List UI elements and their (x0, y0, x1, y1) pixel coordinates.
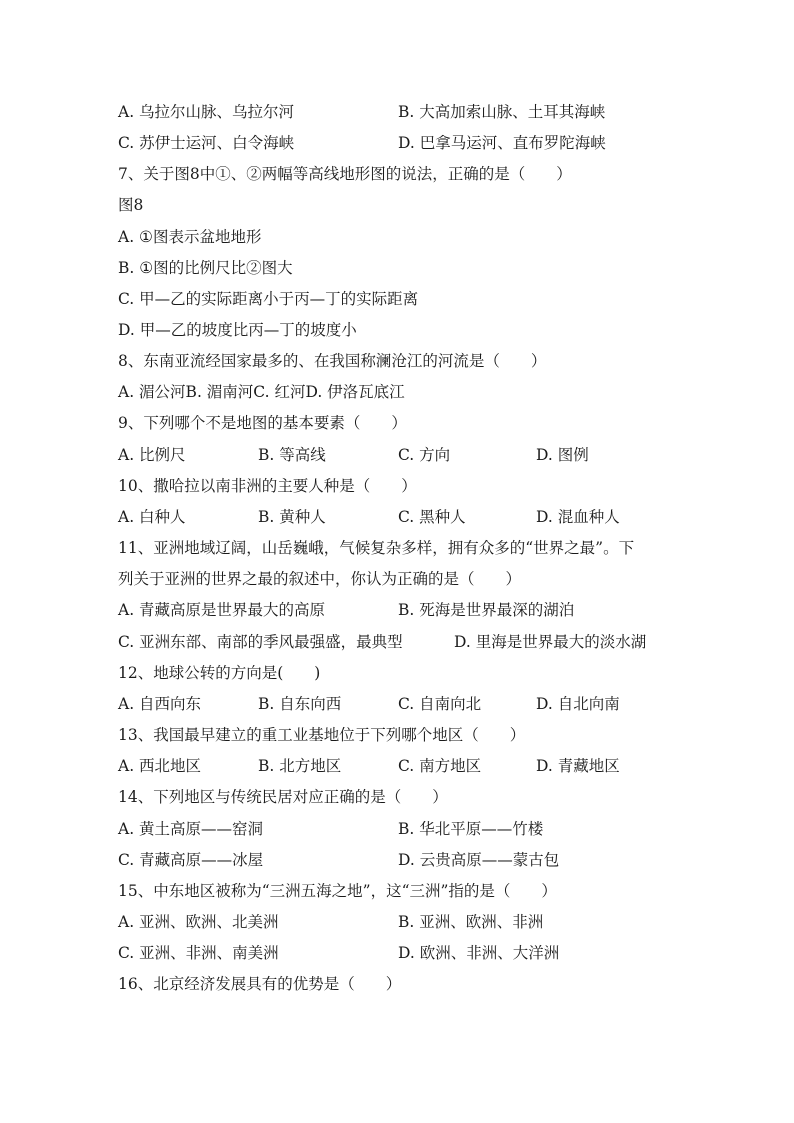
option-a: A. 白种人 (118, 508, 186, 526)
option-c: C. 方向 (398, 446, 451, 464)
option-a: A. 自西向东 (118, 695, 202, 713)
question-8-options: A. 湄公河B. 湄南河C. 红河D. 伊洛瓦底江 (118, 383, 405, 401)
option-d: D. 自北向南 (536, 695, 620, 713)
option-row (118, 943, 560, 963)
figure-8-label: 图8 (118, 196, 144, 214)
option-b: B. 死海是世界最深的湖泊 (398, 601, 575, 619)
question-10: 10、撒哈拉以南非洲的主要人种是（ ） (118, 477, 417, 495)
option-row (118, 600, 575, 620)
option-a: A. 乌拉尔山脉、乌拉尔河 (118, 103, 295, 121)
option-row (118, 819, 544, 839)
question-9: 9、下列哪个不是地图的基本要素（ ） (118, 414, 407, 432)
question-11-line-1: 11、亚洲地域辽阔，山岳巍峨，气候复杂多样，拥有众多的“世界之最”。下 (118, 539, 635, 557)
option-d: D. 混血种人 (536, 508, 620, 526)
option-c: C. 亚洲、非洲、南美洲 (118, 944, 279, 962)
option-b: B. 自东向西 (258, 695, 342, 713)
option-row (118, 133, 606, 153)
option-b: B. 黄种人 (258, 508, 326, 526)
option-row (118, 102, 606, 122)
option-c: C. 亚洲东部、南部的季风最强盛，最典型 (118, 633, 403, 651)
question-13: 13、我国最早建立的重工业基地位于下列哪个地区（ ） (118, 726, 526, 744)
option-c: C. 黑种人 (398, 508, 466, 526)
question-15: 15、中东地区被称为“三洲五海之地”，这“三洲”指的是（ ） (118, 882, 557, 900)
option-d: D. 里海是世界最大的淡水湖 (454, 633, 647, 651)
question-11-line-2: 列关于亚洲的世界之最的叙述中，你认为正确的是（ ） (118, 570, 522, 588)
question-7: 7、关于图8中①、②两幅等高线地形图的说法，正确的是（ ） (118, 165, 572, 183)
option-row (118, 850, 560, 870)
option-a: A. 西北地区 (118, 757, 202, 775)
option-d: D. 欧洲、非洲、大洋洲 (398, 944, 560, 962)
question-14: 14、下列地区与传统民居对应正确的是（ ） (118, 788, 448, 806)
option-c: C. 青藏高原——冰屋 (118, 851, 264, 869)
option-a: A. 青藏高原是世界最大的高原 (118, 601, 326, 619)
option-c: C. 自南向北 (398, 695, 482, 713)
option-b: B. 亚洲、欧洲、非洲 (398, 913, 544, 931)
option-d: D. 巴拿马运河、直布罗陀海峡 (398, 134, 606, 152)
question-8: 8、东南亚流经国家最多的、在我国称澜沧江的河流是（ ） (118, 352, 547, 370)
option-a: A. 亚洲、欧洲、北美洲 (118, 913, 279, 931)
question-12: 12、地球公转的方向是( ) (118, 664, 321, 682)
option-d: D. 图例 (536, 446, 589, 464)
option-d: D. 云贵高原——蒙古包 (398, 851, 560, 869)
option-d: D. 青藏地区 (536, 757, 620, 775)
option-b: B. 等高线 (258, 446, 326, 464)
option-a: A. ①图表示盆地地形 (118, 228, 262, 246)
question-16: 16、北京经济发展具有的优势是（ ） (118, 975, 402, 993)
option-b: B. ①图的比例尺比②图大 (118, 259, 293, 277)
option-row (118, 912, 544, 932)
option-a: A. 比例尺 (118, 446, 186, 464)
option-d: D. 甲—乙的坡度比丙—丁的坡度小 (118, 321, 357, 339)
option-b: B. 大高加索山脉、土耳其海峡 (398, 103, 606, 121)
option-c: C. 苏伊士运河、白令海峡 (118, 134, 295, 152)
option-a: A. 黄土高原——窑洞 (118, 820, 264, 838)
option-b: B. 北方地区 (258, 757, 342, 775)
option-b: B. 华北平原——竹楼 (398, 820, 544, 838)
option-c: C. 甲—乙的实际距离小于丙—丁的实际距离 (118, 290, 419, 308)
option-c: C. 南方地区 (398, 757, 482, 775)
option-row (118, 632, 647, 652)
